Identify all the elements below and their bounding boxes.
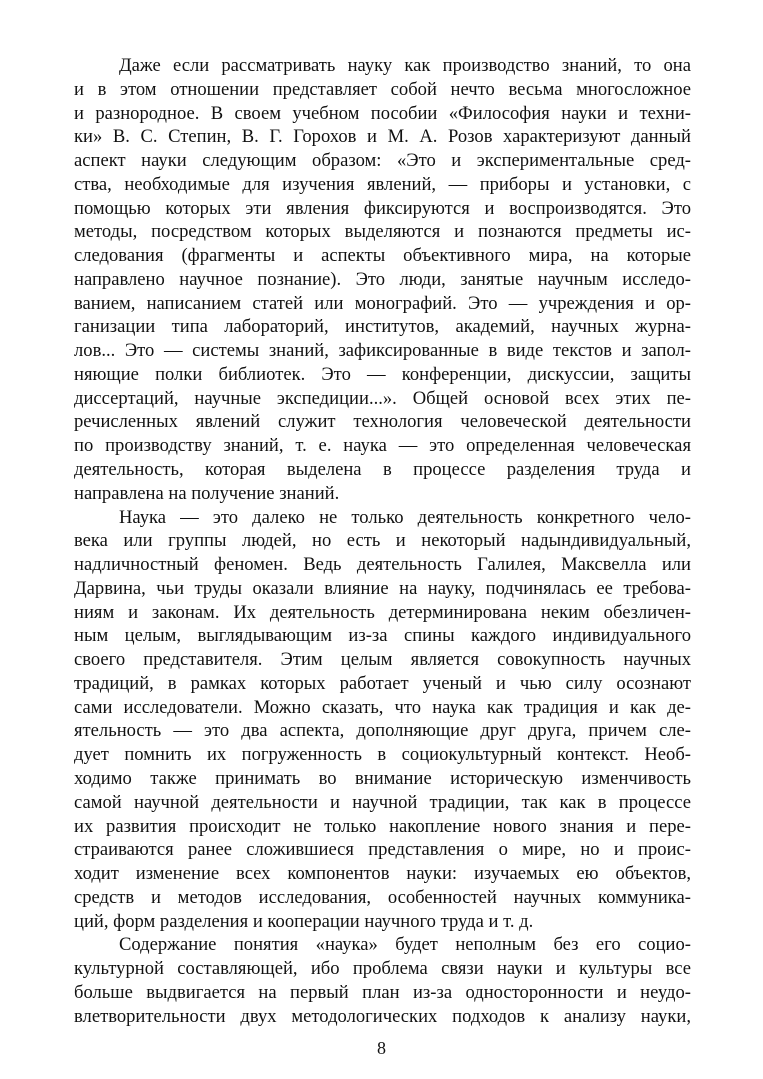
text-line: ниям и законам. Их деятельность детерминирована неким обезличен- [74, 601, 691, 623]
text-line: страиваются ранее сложившиеся представления о мире, но и проис- [74, 839, 691, 861]
text-line: направлено научное познание). Это люди, занятые научным исследо- [74, 268, 691, 290]
text-line: больше выдвигается на первый план из-за односторонности и неудо- [74, 981, 691, 1003]
text-line: ций, форм разделения и кооперации научного труда и т. д. [74, 910, 534, 932]
paragraph [74, 54, 691, 506]
text-line: Даже если рассматривать науку как производство знаний, то она [119, 55, 691, 76]
page-number: 8 [377, 1038, 386, 1058]
text-line: ки» В. С. Степин, В. Г. Горохов и М. А. Розов характеризуют данный [74, 126, 691, 148]
text-line: дует помнить их погруженность в социокультурный контекст. Необ- [74, 744, 691, 766]
text-line: ганизации типа лабораторий, институтов, академий, научных журна- [74, 316, 691, 338]
text-line: культурной составляющей, ибо проблема связи науки и культуры все [74, 958, 691, 980]
text-line: ства, необходимые для изучения явлений, — приборы и установки, с [74, 173, 691, 195]
text-line: ходимо также принимать во внимание историческую изменчивость [74, 767, 691, 789]
text-line: по производству знаний, т. е. наука — это определенная человеческая [74, 435, 691, 457]
text-line: сами исследователи. Можно сказать, что наука как традиция и как де- [74, 696, 691, 718]
text-line: помощью которых эти явления фиксируются и воспроизводятся. Это [74, 197, 691, 219]
text-line: речисленных явлений служит технология человеческой деятельности [74, 411, 691, 433]
text-line: Дарвина, чьи труды оказали влияние на науку, подчинялась ее требова- [74, 577, 691, 599]
text-line: и в этом отношении представляет собой нечто весьма многосложное [74, 78, 691, 100]
text-line: методы, посредством которых выделяются и познаются предметы ис- [74, 221, 691, 243]
text-line: ходит изменение всех компонентов науки: изучаемых ею объектов, [74, 863, 691, 885]
text-line: века или группы людей, но есть и некоторый надындивидуальный, [74, 530, 691, 552]
text-line: ятельность — это два аспекта, дополняющие друг друга, причем сле- [74, 720, 691, 742]
text-line: и разнородное. В своем учебном пособии «Философия науки и техни- [74, 102, 691, 124]
text-line: следования (фрагменты и аспекты объективного мира, на которые [74, 245, 691, 267]
text-line: средств и методов исследования, особенностей научных коммуника- [74, 886, 691, 908]
paragraph [74, 506, 691, 934]
text-line: диссертаций, научные экспедиции...». Общей основой всех этих пе- [74, 387, 691, 409]
text-line: няющие полки библиотек. Это — конференции, дискуссии, защиты [74, 363, 691, 385]
text-line: аспект науки следующим образом: «Это и экспериментальные сред- [74, 150, 691, 172]
text-line: влетворительности двух методологических подходов к анализу науки, [74, 1005, 691, 1027]
text-line: ным целым, выглядывающим из-за спины каждого индивидуального [74, 625, 691, 647]
text-line: традиций, в рамках которых работает ученый и чью силу осознают [74, 672, 691, 694]
text-line: лов... Это — системы знаний, зафиксированные в виде текстов и запол- [74, 340, 691, 362]
text-line: самой научной деятельности и научной традиции, так как в процессе [74, 791, 691, 813]
text-line: Наука — это далеко не только деятельность конкретного чело- [119, 506, 691, 528]
text-line: Содержание понятия «наука» будет неполным без его социо- [119, 934, 691, 956]
text-line: ванием, написанием статей или монографий. Это — учреждения и ор- [74, 292, 691, 314]
paragraph [74, 933, 691, 1028]
text-line: своего представителя. Этим целым является совокупность научных [74, 649, 691, 671]
body-text [74, 54, 691, 1028]
text-line: деятельность, которая выделена в процессе разделения труда и [74, 459, 691, 481]
text-line: их развития происходит не только накопление нового знания и пере- [74, 815, 691, 837]
text-line: направлена на получение знаний. [74, 482, 340, 504]
text-line: надличностный феномен. Ведь деятельность Галилея, Максвелла или [74, 554, 691, 576]
